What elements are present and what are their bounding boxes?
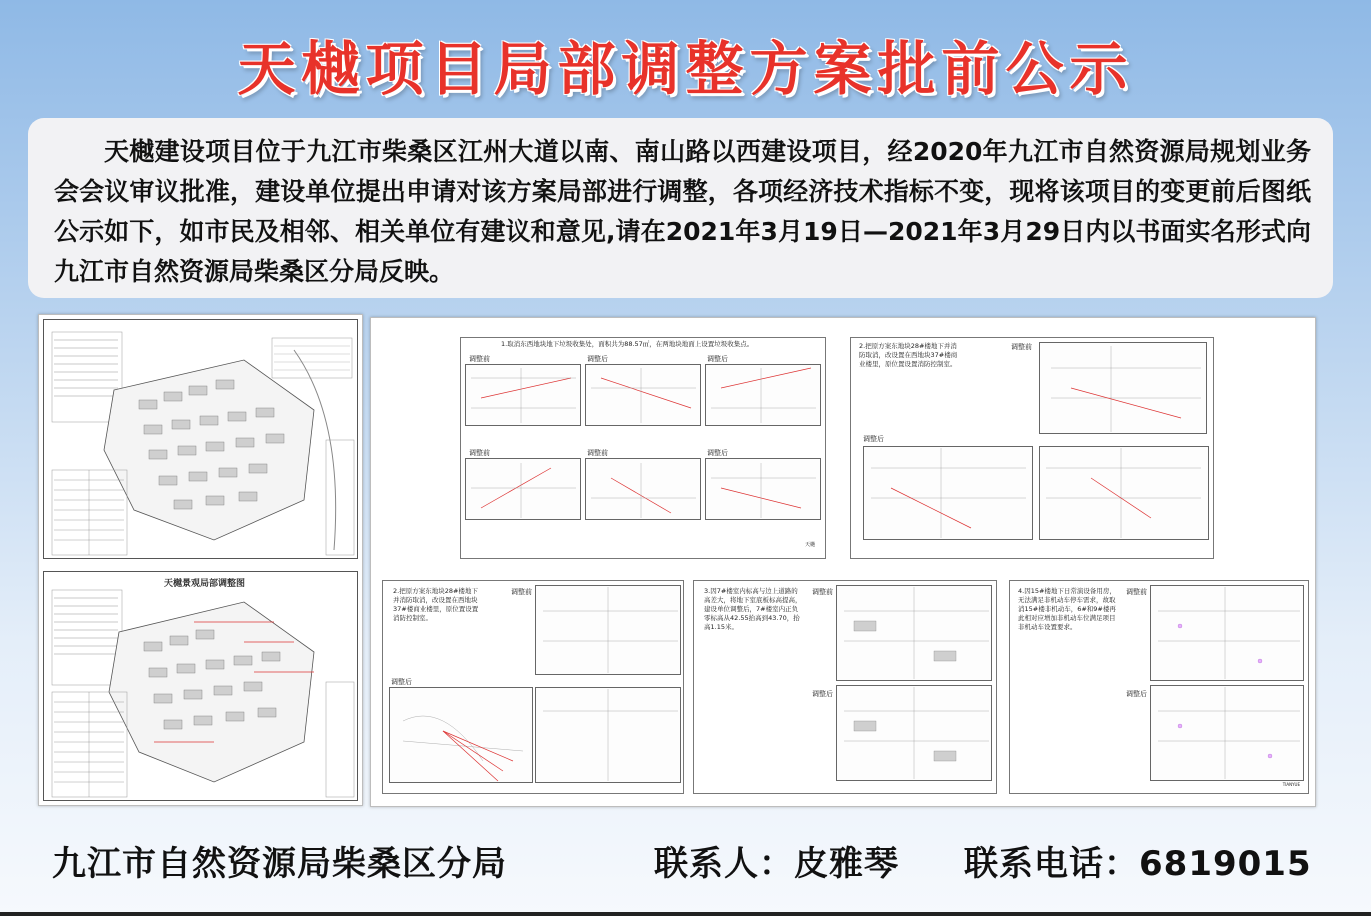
notice-text: 天樾建设项目位于九江市柴桑区江州大道以南、南山路以西建设项目，经2020年九江市自然资源局规划业务会会议审议批准，建设单位提出申请对该方案局部进行调整，各项经济技术指标不变，现将该项目的变更前后图纸公示如下，如市民及相邻、相关单位有建议和意见,请在2021年3月19日—2021年3月29日内以书面实名形式向九江市自然资源局柴桑区分局反映。 bbox=[28, 118, 1333, 298]
panel1-label-2: 调整后 bbox=[587, 355, 608, 363]
panel1-firm: 天樾 bbox=[804, 542, 815, 548]
panel5-label-after: 调整后 bbox=[1126, 690, 1147, 698]
site-plan-before-map bbox=[44, 320, 358, 559]
panel1-lines bbox=[461, 338, 826, 559]
footer-phone: 联系电话：6819015 bbox=[964, 844, 1312, 884]
panel1-label-4: 调整前 bbox=[469, 449, 490, 457]
site-plan-after-sheet bbox=[43, 571, 358, 801]
panel1-label-6: 调整后 bbox=[707, 449, 728, 457]
panel1-label-5: 调整前 bbox=[587, 449, 608, 457]
change-panel-4 bbox=[693, 580, 997, 794]
panel4-label-after: 调整后 bbox=[812, 690, 833, 698]
panel5-label-before: 调整前 bbox=[1126, 588, 1147, 596]
panel5-firm-en: TIANYUE bbox=[1282, 782, 1300, 787]
change-panel-5 bbox=[1009, 580, 1309, 794]
change-panel-3 bbox=[382, 580, 684, 794]
panel2-label-before: 调整前 bbox=[1011, 343, 1032, 351]
right-drawing-board bbox=[370, 317, 1316, 807]
change-panel-2 bbox=[850, 337, 1214, 559]
bottom-border bbox=[0, 912, 1371, 916]
site-plan-before-sheet bbox=[43, 319, 358, 559]
panel2-note: 2.把原方案东地块28#楼地下并消防取消，改设置在西地块37#楼商业楼里，原位置设置消防控制室。 bbox=[859, 342, 958, 368]
panel2-label-after: 调整后 bbox=[863, 435, 884, 443]
panel1-label-1: 调整前 bbox=[469, 355, 490, 363]
panel3-note: 2.把原方案东地块28#楼地下并消防取消，改设置在西地块37#楼商业楼里，原位置设置消防控制室。 bbox=[393, 587, 479, 622]
panel5-note: 4.因15#楼地下日常演设备用房，无法满足非机动车停车需求，故取消15#楼非机动车，6#和9#楼再此相对应增加非机动车位满足项目非机动车设置要求。 bbox=[1018, 587, 1116, 631]
change-panel-1 bbox=[460, 337, 826, 559]
panel2-lines bbox=[851, 338, 1214, 559]
left-drawing-board bbox=[38, 314, 363, 806]
page-title: 天樾项目局部调整方案批前公示 bbox=[237, 35, 1134, 103]
panel3-label-after: 调整后 bbox=[391, 678, 412, 686]
panel4-note: 3.因7#楼室内标高与边上道路的高差大，将地下室底板标高提高，建设单位调整后，7#楼室内正负零标高从42.55抬高到43.70，抬高1.15米。 bbox=[704, 587, 802, 631]
panel4-lines bbox=[694, 581, 997, 794]
lower-sheet-title: 天樾景观局部调整图 bbox=[164, 579, 246, 589]
panel1-label-3: 调整后 bbox=[707, 355, 728, 363]
footer-contact: 联系人：皮雅琴 bbox=[654, 844, 899, 884]
panel3-lines bbox=[383, 581, 684, 794]
panel4-label-before: 调整前 bbox=[812, 588, 833, 596]
panel1-caption: 1.取消东西地块地下垃圾收集处，面积共为88.57㎡，在两地块地面上设置垃圾收集点。 bbox=[501, 340, 754, 348]
panel5-lines bbox=[1010, 581, 1309, 794]
footer-office: 九江市自然资源局柴桑区分局 bbox=[52, 844, 507, 884]
site-plan-after-map bbox=[44, 572, 358, 801]
panel3-label-before: 调整前 bbox=[511, 588, 532, 596]
